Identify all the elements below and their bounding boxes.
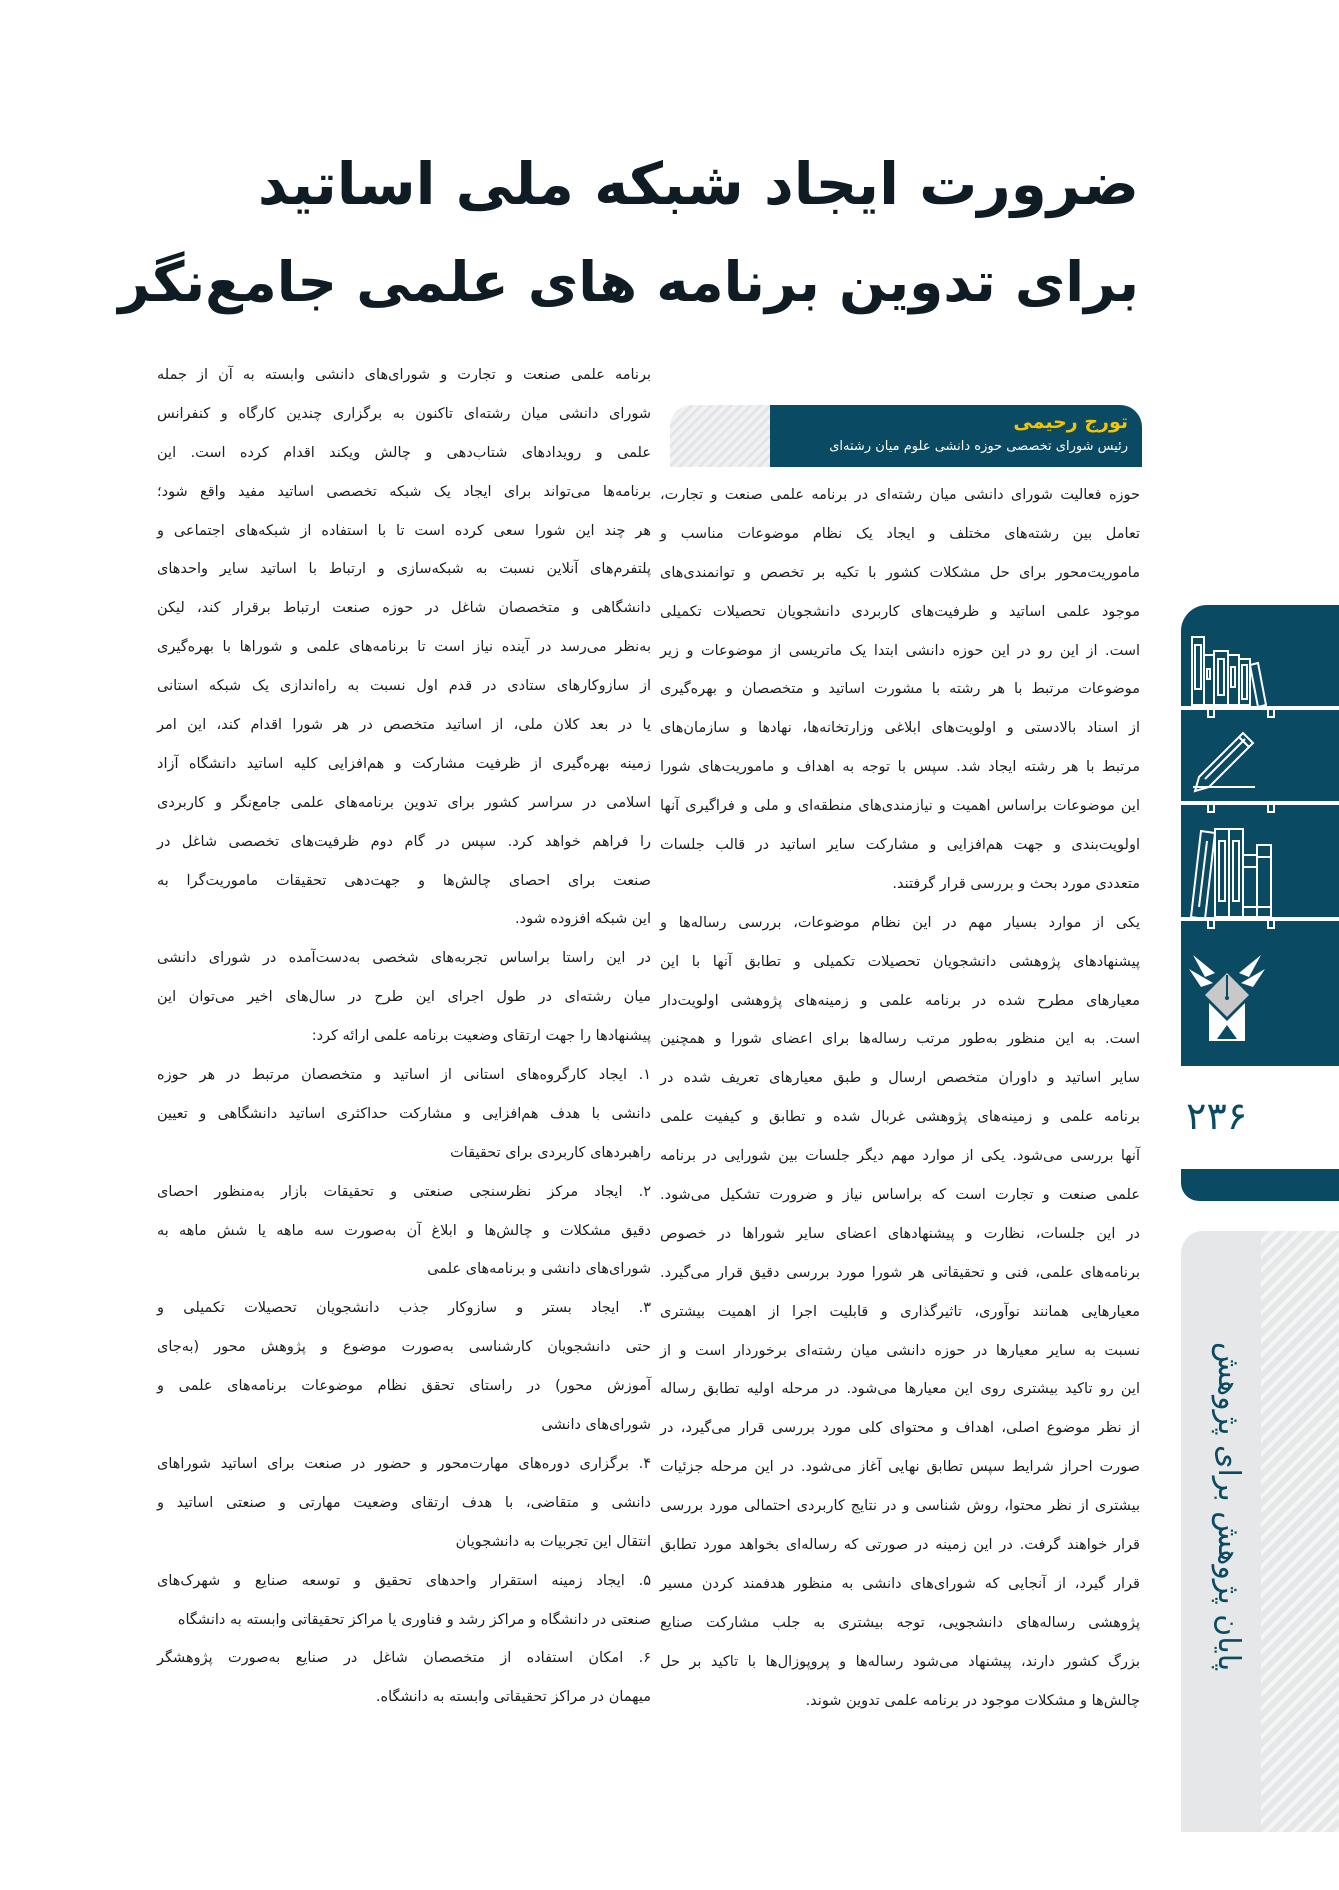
author-box [670, 405, 1142, 467]
text-line: دقیق مشکلات و چالش‌ها و ابلاغ آن به‌صورت سه ماهه یا شش ماهه به [157, 1222, 651, 1239]
text-line: دانشی با هدف هم‌افزایی و مشارکت حداکثری اساتید دانشگاهی و تعیین [157, 1105, 651, 1122]
text-line: برنامه‌ها می‌تواند برای ایجاد یک شبکه تخصصی اساتید مفید واقع شود؛ [157, 483, 651, 500]
page-number: ۲۳۶ [1186, 1094, 1248, 1138]
shelf-line [1181, 706, 1339, 710]
text-line: اسلامی در سراسر کشور برای تدوین برنامه‌های علمی جامع‌نگر و کاربردی [157, 794, 651, 811]
text-line: برنامه علمی صنعت و تجارت و شورای‌های دانشی وابسته به آن از جمله [157, 367, 651, 383]
shelf-peg [1267, 710, 1275, 718]
text-line: سایر اساتید و داوران متخصص ارسال و طبق معیارهای تعریف شده در [660, 1070, 1140, 1087]
text-line: آموزش محور) در راستای تحقق نظام موضوعات برنامه‌های علمی و [157, 1378, 651, 1395]
text-line: علمی و رویدادهای شتاب‌دهی و چالش ویکند اقدام کرده است. این [157, 444, 651, 461]
text-line: قرار خواهند گرفت. در این زمینه در صورتی که رساله‌ای بخواهد مورد تطابق [660, 1537, 1140, 1554]
text-line: انتقال این تجربیات به دانشجویان [455, 1533, 651, 1550]
text-line: ماموریت‌محور برای حل مشکلات کشور با تکیه بر تخصص و توانمندی‌های [660, 564, 1140, 581]
author-name: تورج رحیمی [1013, 411, 1128, 433]
section-vertical-title: پایان پژوهش برای پژوهش [1211, 1341, 1246, 1671]
text-line: معیارهای مطرح شده در برنامه علمی و زمینه‌های پژوهشی اولویت‌دار [660, 992, 1140, 1009]
right-text-column [660, 476, 1140, 1721]
text-line: پلتفرم‌های آنلاین نسبت به شبکه‌سازی و ارتباط با اساتید سایر واحدهای [157, 561, 651, 578]
text-line: در این جلسات، نظارت و پیشنهادهای اعضای سایر شوراها در خصوص [660, 1225, 1140, 1242]
text-line: حتی دانشجویان کارشناسی به‌صورت موضوع و پژوهش محور (به‌جای [157, 1339, 651, 1356]
text-line: یا در بعد کلان ملی، از اساتید متخصص در هر شورا اقدام کند، این امر [157, 717, 651, 734]
shelf-peg [1267, 805, 1275, 813]
text-line: معیارهایی همانند نوآوری، تاثیرگذاری و قابلیت اجرا از اهمیت بیشتری [660, 1303, 1140, 1320]
text-line: یکی از موارد بسیار مهم در این نظام موضوعات، بررسی رساله‌ها و [660, 914, 1140, 931]
text-line: این شبکه افزوده شود. [515, 911, 651, 928]
text-line: موضوعات مرتبط با هر رشته با مشورت اساتید و متخصصان و بهره‌گیری [660, 681, 1140, 698]
text-line: صنعتی در دانشگاه و مراکز رشد و فناوری یا مراکز تحقیقاتی وابسته به دانشگاه [177, 1611, 651, 1628]
books-icon [1187, 629, 1267, 707]
text-line: بیشتری از نظر محتوا، روش شناسی و در نتایج کاربردی احتمالی مورد بررسی [660, 1498, 1140, 1515]
text-line: ۳. ایجاد بستر و سازوکار جذب دانشجویان تحصیلات تکمیلی و [157, 1300, 651, 1317]
text-line: را فراهم خواهد کرد. سپس در گام دوم ظرفیت‌های تخصصی شاغل در [157, 833, 651, 850]
text-line: به‌نظر می‌رسد در آینده نیاز است تا برنامه‌های علمی و شوراها با بهره‌گیری [157, 639, 651, 656]
text-line: پژوهشی رساله‌های دانشجویی، توجه بیشتری به جلب مشارکت صنایع [660, 1614, 1140, 1631]
decorative-stripes [670, 405, 770, 467]
text-line: شورای دانشی میان رشته‌ای تاکنون به برگزاری چندین کارگاه و کنفرانس [157, 405, 651, 422]
text-line: زمینه بهره‌گیری از ظرفیت مشارکت و هم‌افزایی کلیه اساتید دانشگاه آزاد [157, 755, 651, 772]
books-icon [1187, 819, 1277, 919]
university-logo-icon [1187, 945, 1267, 1045]
text-line: حوزه فعالیت شورای دانشی میان رشته‌ای در برنامه علمی صنعت و تجارت، [660, 487, 1140, 503]
text-line: شورای‌های دانشی [541, 1417, 651, 1434]
shelf-peg [1207, 710, 1215, 718]
text-line: در این راستا براساس تجربه‌های شخصی به‌دست‌آمده در شورای دانشی [157, 950, 651, 967]
text-line: دانشگاهی و متخصصان شاغل در حوزه صنعت ارتباط برقرار کند، لیکن [157, 600, 651, 617]
text-line: تعامل بین رشته‌های مختلف و ایجاد یک نظام موضوعات مناسب و [660, 525, 1140, 542]
shelf-line [1181, 917, 1339, 921]
text-line: از اسناد بالادستی و اولویت‌های ابلاغی وزارتخانه‌ها، نهادها و سازمان‌های [660, 720, 1140, 737]
text-line: شورای‌های دانشی و برنامه‌های علمی [427, 1261, 651, 1278]
shelf-peg [1207, 805, 1215, 813]
text-line: از سازوکارهای ستادی در قدم اول نسبت به راه‌اندازی یک شبکه استانی [157, 678, 651, 695]
text-line: نسبت به سایر معیارها در حوزه دانشی میان رشته‌ای برخوردار است و از [660, 1342, 1140, 1359]
text-line: ۱. ایجاد کارگروه‌های استانی از اساتید و متخصصان مرتبط در هر حوزه [157, 1067, 651, 1084]
text-line: راهبردهای کاربردی برای تحقیقات [450, 1144, 651, 1161]
text-line: ۴. برگزاری دوره‌های مهارت‌محور و حضور در صنعت برای اساتید شوراهای [157, 1455, 651, 1472]
left-text-column [157, 356, 651, 1717]
text-line: علمی صنعت و تجارت است که براساس نیاز و ضرورت تشکیل می‌شود. [660, 1187, 1140, 1204]
text-line: اولویت‌بندی و جهت هم‌افزایی و مشارکت سایر اساتید در قالب جلسات [660, 837, 1140, 854]
text-line: متعددی مورد بحث و بررسی قرار گرفتند. [892, 875, 1140, 892]
text-line: برنامه علمی و زمینه‌های پژوهشی غربال شده و تطابق و کیفیت علمی [660, 1109, 1140, 1126]
text-line: چالش‌ها و مشکلات موجود در برنامه علمی تدوین شوند. [805, 1692, 1140, 1709]
text-line: صورت احراز شرایط سپس تطابق نهایی آغاز می‌شود. در این مرحله جزئیات [660, 1459, 1140, 1476]
article-title-line-1: ضرورت ایجاد شبکه ملی اساتید [257, 150, 1139, 218]
text-line: موجود علمی اساتید و ظرفیت‌های کاربردی دانشجویان تحصیلات تکمیلی [660, 603, 1140, 620]
text-line: است. به این منظور به‌طور مرتب رساله‌ها برای اعضای شورا و همچنین [660, 1031, 1140, 1048]
text-line: ۵. ایجاد زمینه استقرار واحدهای تحقیق و توسعه صنایع و شهرک‌های [157, 1572, 651, 1589]
text-line: این رو تاکید بیشتری روی این معیارها می‌شود. در مرحله اولیه تطابق رساله [660, 1381, 1140, 1398]
shelf-line [1181, 801, 1339, 805]
sidebar-bookshelf-panel [1181, 605, 1339, 1066]
text-line: دانشی و متقاضی، با هدف ارتقای وضعیت مهارتی و صنعتی اساتید و [157, 1494, 651, 1511]
text-line: است. از این رو در این حوزه دانشی ابتدا یک ماتریسی از موضوعات و زیر [660, 642, 1140, 659]
pencil-icon [1187, 723, 1267, 793]
text-line: ۶. امکان استفاده از متخصصان شاغل در صنایع به‌صورت پژوهشگر [157, 1650, 651, 1667]
text-line: مرتبط با هر رشته ایجاد شد. سپس با توجه به اهداف و ماموریت‌های شورا [660, 759, 1140, 776]
text-line: آنها بررسی می‌شود. یکی از موارد مهم دیگر جلسات بین شورایی در برنامه [660, 1148, 1140, 1165]
text-line: قرار گیرد، از آنجایی که شورای‌های دانشی به منظور هدفمند کردن مسیر [660, 1575, 1140, 1592]
text-line: پیشنهادها را جهت ارتقای وضعیت برنامه علمی ارائه کرد: [311, 1028, 651, 1045]
text-line: میهمان در مراکز تحقیقاتی وابسته به دانشگاه. [375, 1689, 651, 1706]
shelf-peg [1267, 921, 1275, 929]
author-info [770, 405, 1142, 467]
decorative-stripes [1261, 1231, 1339, 1832]
text-line: پیشنهادهای پژوهشی دانشجویان تحصیلات تکمیلی و تطابق آنها با این [660, 953, 1140, 970]
article-title-line-2: برای تدوین برنامه های علمی جامع‌نگر [118, 250, 1139, 314]
text-line: این موضوعات براساس اهمیت و نیازمندی‌های منطقه‌ای و ملی و فراگیری آنها [660, 798, 1140, 815]
sidebar-accent-bar [1181, 1169, 1339, 1201]
text-line: میان رشته‌ای در طول اجرای این طرح در سال‌های اخیر می‌توان این [157, 989, 651, 1006]
text-line: بزرگ کشور دارند، پیشنهاد می‌شود رساله‌ها و پروپوزال‌ها با تاکید بر حل [660, 1653, 1140, 1670]
text-line: از نظر موضوع اصلی، اهداف و محتوای کلی مورد بررسی قرار می‌گیرد، در [660, 1420, 1140, 1437]
text-line: هر چند این شورا سعی کرده است تا با استفاده از شبکه‌های اجتماعی و [157, 522, 651, 539]
text-line: برنامه‌های علمی، فنی و تحقیقاتی هر شورا مورد بررسی دقیق قرار می‌گیرد. [660, 1264, 1140, 1281]
shelf-peg [1207, 921, 1215, 929]
author-role: رئیس شورای تخصصی حوزه دانشی علوم میان رشته‌ای [829, 439, 1128, 454]
text-line: ۲. ایجاد مرکز نظرسنجی صنعتی و تحقیقات بازار به‌منظور احصای [157, 1183, 651, 1200]
text-line: صنعت برای احصای چالش‌ها و جهت‌دهی تحقیقات ماموریت‌گرا به [157, 872, 651, 889]
